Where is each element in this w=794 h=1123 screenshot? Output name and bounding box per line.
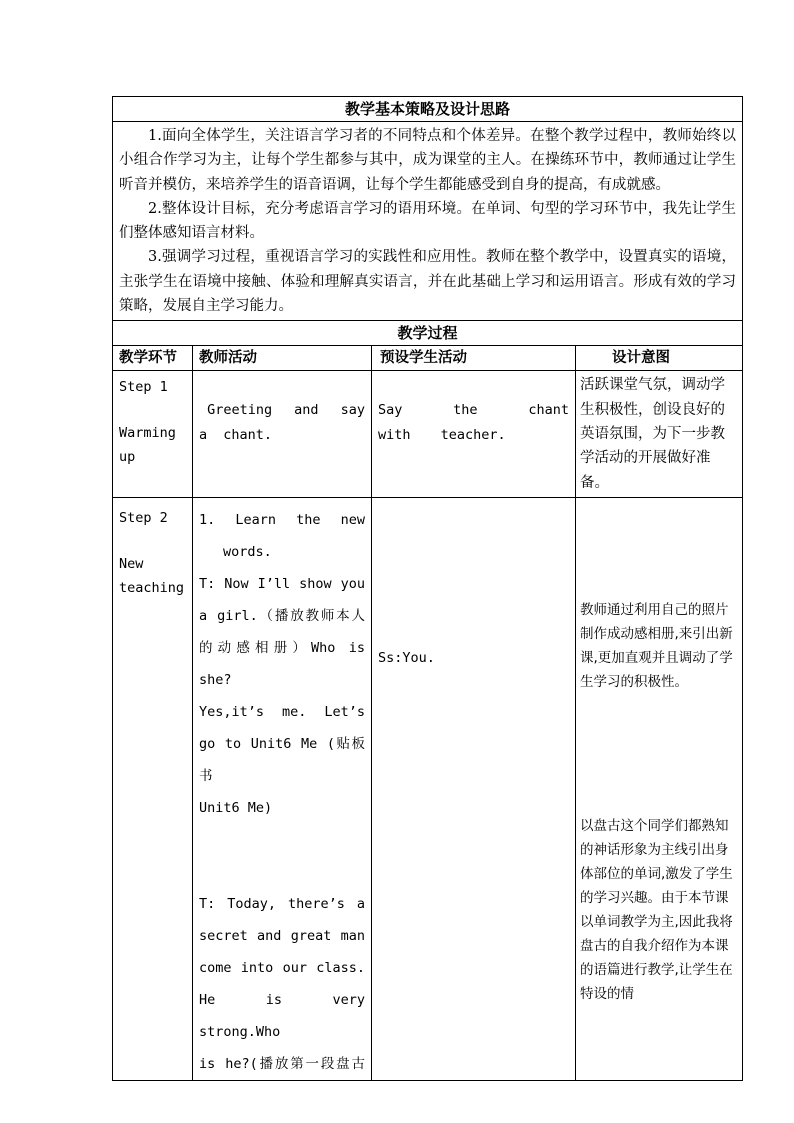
- teacher-line: Unit6 Me): [199, 799, 273, 816]
- step2-intent-b: 以盘古这个同学们都熟知的神话形象为主线引出身体部位的单词,激发了学生的学习兴趣。由于本节课以单词教学为主,因此我将盘古的自我介绍作为本课的语篇进行教学,让学生在特设的情: [580, 817, 733, 1002]
- step1-stage-number: Step 1: [119, 379, 168, 396]
- teacher-line: Yes,it’s me. Let’s: [199, 703, 365, 720]
- teacher-line: a girl.（播放教师本人: [199, 607, 365, 624]
- teacher-line: she?: [199, 671, 232, 688]
- strategy-paragraph-1: 1.面向全体学生，关注语言学习者的不同特点和个体差异。在整个教学过程中，教师始终以小组合作学习为主，让每个学生都参与其中，成为课堂的主人。在操练环节中，教师通过让学生听音并模仿，来培养学生的语音语调，让每个学生都能感受到自身的提高，有成就感。: [119, 128, 737, 193]
- strategy-title-row: [113, 97, 743, 122]
- step2-row: [113, 497, 743, 1080]
- step1-student-text: Say the chant with teacher.: [378, 402, 569, 443]
- strategy-title: 教学基本策略及设计思路: [113, 97, 743, 122]
- step2-student-text: Ss:You.: [378, 649, 435, 666]
- step2-intent-a: 教师通过利用自己的照片制作成动感相册,来引出新课,更加直观并且调动了学生学习的积极性。: [580, 601, 733, 690]
- step2-student-activity: [372, 497, 576, 1080]
- teacher-line: secret and great man: [199, 927, 365, 944]
- strategy-content-row: [113, 122, 743, 321]
- teacher-line: T: Today, there’s a: [199, 895, 365, 912]
- strategy-content: [113, 122, 743, 321]
- header-student: 预设学生活动: [372, 346, 576, 371]
- step1-stage: [113, 371, 193, 497]
- step1-stage-name: Warming up: [119, 425, 176, 466]
- lesson-plan-table: [112, 96, 743, 1081]
- teacher-line: 1. Learn the new: [199, 511, 365, 528]
- step1-row: [113, 371, 743, 497]
- strategy-paragraph-2: 2.整体设计目标，充分考虑语言学习的语用环境。在单词、句型的学习环节中，我先让学生们整体感知语言材料。: [119, 200, 737, 242]
- header-stage: 教学环节: [113, 346, 193, 371]
- teacher-line: T: Now I’ll show you: [199, 575, 365, 592]
- teacher-line: He is very strong.Who: [199, 991, 365, 1040]
- step2-stage-number: Step 2: [119, 509, 168, 526]
- step1-teacher-activity: [193, 371, 372, 497]
- step1-teacher-text: Greeting and say a chant.: [199, 402, 365, 443]
- process-title-row: [113, 321, 743, 346]
- process-title: 教学过程: [113, 321, 743, 346]
- header-teacher: 教师活动: [193, 346, 372, 371]
- document-page: [112, 96, 742, 1081]
- strategy-paragraph-3: 3.强调学习过程，重视语言学习的实践性和应用性。教师在整个教学中，设置真实的语境，主张学生在语境中接触、体验和理解真实语言，并在此基础上学习和运用语言。形成有效的学习策略，发展自主学习能力。: [119, 249, 737, 315]
- teacher-line: come into our class.: [199, 959, 365, 976]
- step2-stage: [113, 497, 193, 1080]
- process-header-row: [113, 346, 743, 371]
- spacer: [199, 824, 365, 888]
- teacher-line: is he?(播放第一段盘古: [199, 1055, 365, 1072]
- step2-design-intent: [576, 497, 743, 1080]
- teacher-line: 的动感相册）Who is: [199, 639, 365, 656]
- step1-student-activity: [372, 371, 576, 497]
- teacher-line: go to Unit6 Me (贴板书: [199, 735, 365, 784]
- step2-stage-name: New teaching: [119, 555, 185, 596]
- teacher-line: words.: [223, 543, 272, 560]
- header-intent: 设计意图: [576, 346, 743, 371]
- step1-design-intent: 活跃课堂气氛，调动学生积极性，创设良好的英语氛围，为下一步教学活动的开展做好准备。: [576, 371, 743, 497]
- step2-teacher-activity: [193, 497, 372, 1080]
